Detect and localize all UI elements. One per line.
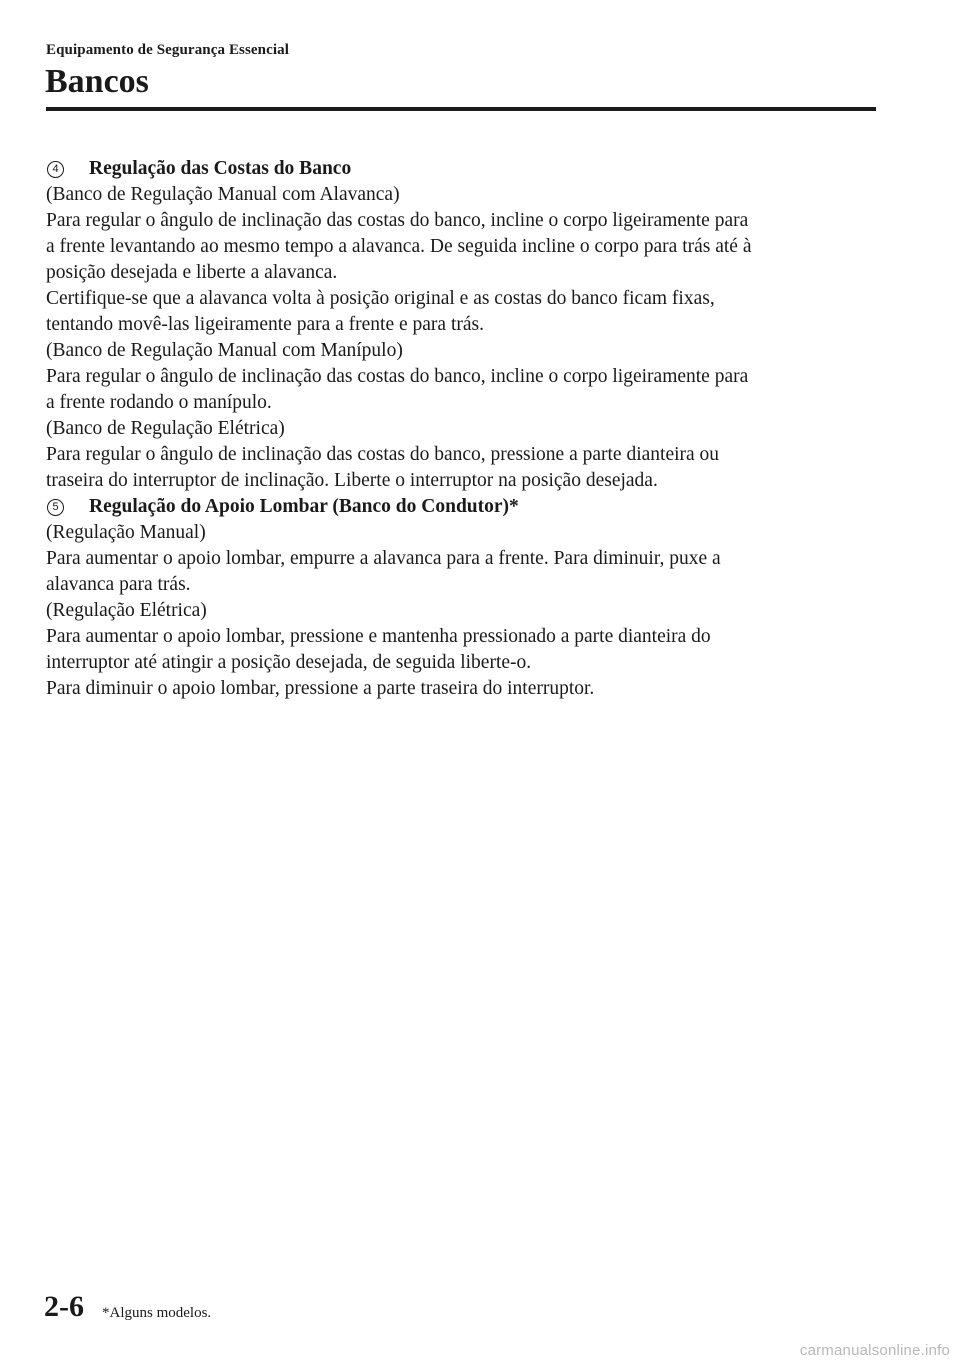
text-line: interruptor até atingir a posição desejada, de seguida liberte-o.	[46, 652, 532, 673]
item-5-heading	[46, 494, 886, 520]
text-line: (Banco de Regulação Manual com Alavanca)	[46, 184, 400, 205]
text-line: traseira do interruptor de inclinação. Liberte o interruptor na posição desejada.	[46, 470, 658, 491]
text-line: a frente rodando o manípulo.	[46, 392, 272, 413]
text-line: (Banco de Regulação Elétrica)	[46, 418, 285, 439]
text-line: tentando movê-las ligeiramente para a frente e para trás.	[46, 314, 484, 335]
text-line: Para regular o ângulo de inclinação das costas do banco, incline o corpo ligeiramente para	[46, 210, 749, 231]
text-line: Para regular o ângulo de inclinação das costas do banco, incline o corpo ligeiramente para	[46, 366, 749, 387]
text-line: Certifique-se que a alavanca volta à posição original e as costas do banco ficam fixas,	[46, 288, 715, 309]
text-line: Para diminuir o apoio lombar, pressione a parte traseira do interruptor.	[46, 678, 595, 699]
title-rule	[46, 107, 876, 111]
text-line: (Regulação Manual)	[46, 522, 206, 543]
text-line: alavanca para trás.	[46, 574, 191, 595]
footnote: *Alguns modelos.	[102, 1305, 212, 1321]
item-4-heading-text: Regulação das Costas do Banco	[89, 158, 352, 179]
circled-number-5: 5	[47, 499, 64, 516]
text-line: Para aumentar o apoio lombar, empurre a alavanca para a frente. Para diminuir, puxe a	[46, 548, 721, 569]
main-content	[46, 156, 886, 702]
section-label: Equipamento de Segurança Essencial	[46, 42, 290, 58]
page-title: Bancos	[45, 63, 149, 100]
circled-number-4: 4	[47, 161, 64, 178]
text-line: Para aumentar o apoio lombar, pressione e mantenha pressionado a parte dianteira do	[46, 626, 711, 647]
page-number: 2-6	[44, 1290, 84, 1323]
item-5-heading-text: Regulação do Apoio Lombar (Banco do Condutor)*	[89, 496, 519, 517]
text-line: a frente levantando ao mesmo tempo a alavanca. De seguida incline o corpo para trás até à	[46, 236, 752, 257]
text-line: (Regulação Elétrica)	[46, 600, 207, 621]
watermark: carmanualsonline.info	[799, 1342, 950, 1359]
item-4-heading	[46, 156, 886, 182]
text-line: Para regular o ângulo de inclinação das costas do banco, pressione a parte dianteira ou	[46, 444, 720, 465]
text-line: posição desejada e liberte a alavanca.	[46, 262, 338, 283]
text-line: (Banco de Regulação Manual com Manípulo)	[46, 340, 403, 361]
